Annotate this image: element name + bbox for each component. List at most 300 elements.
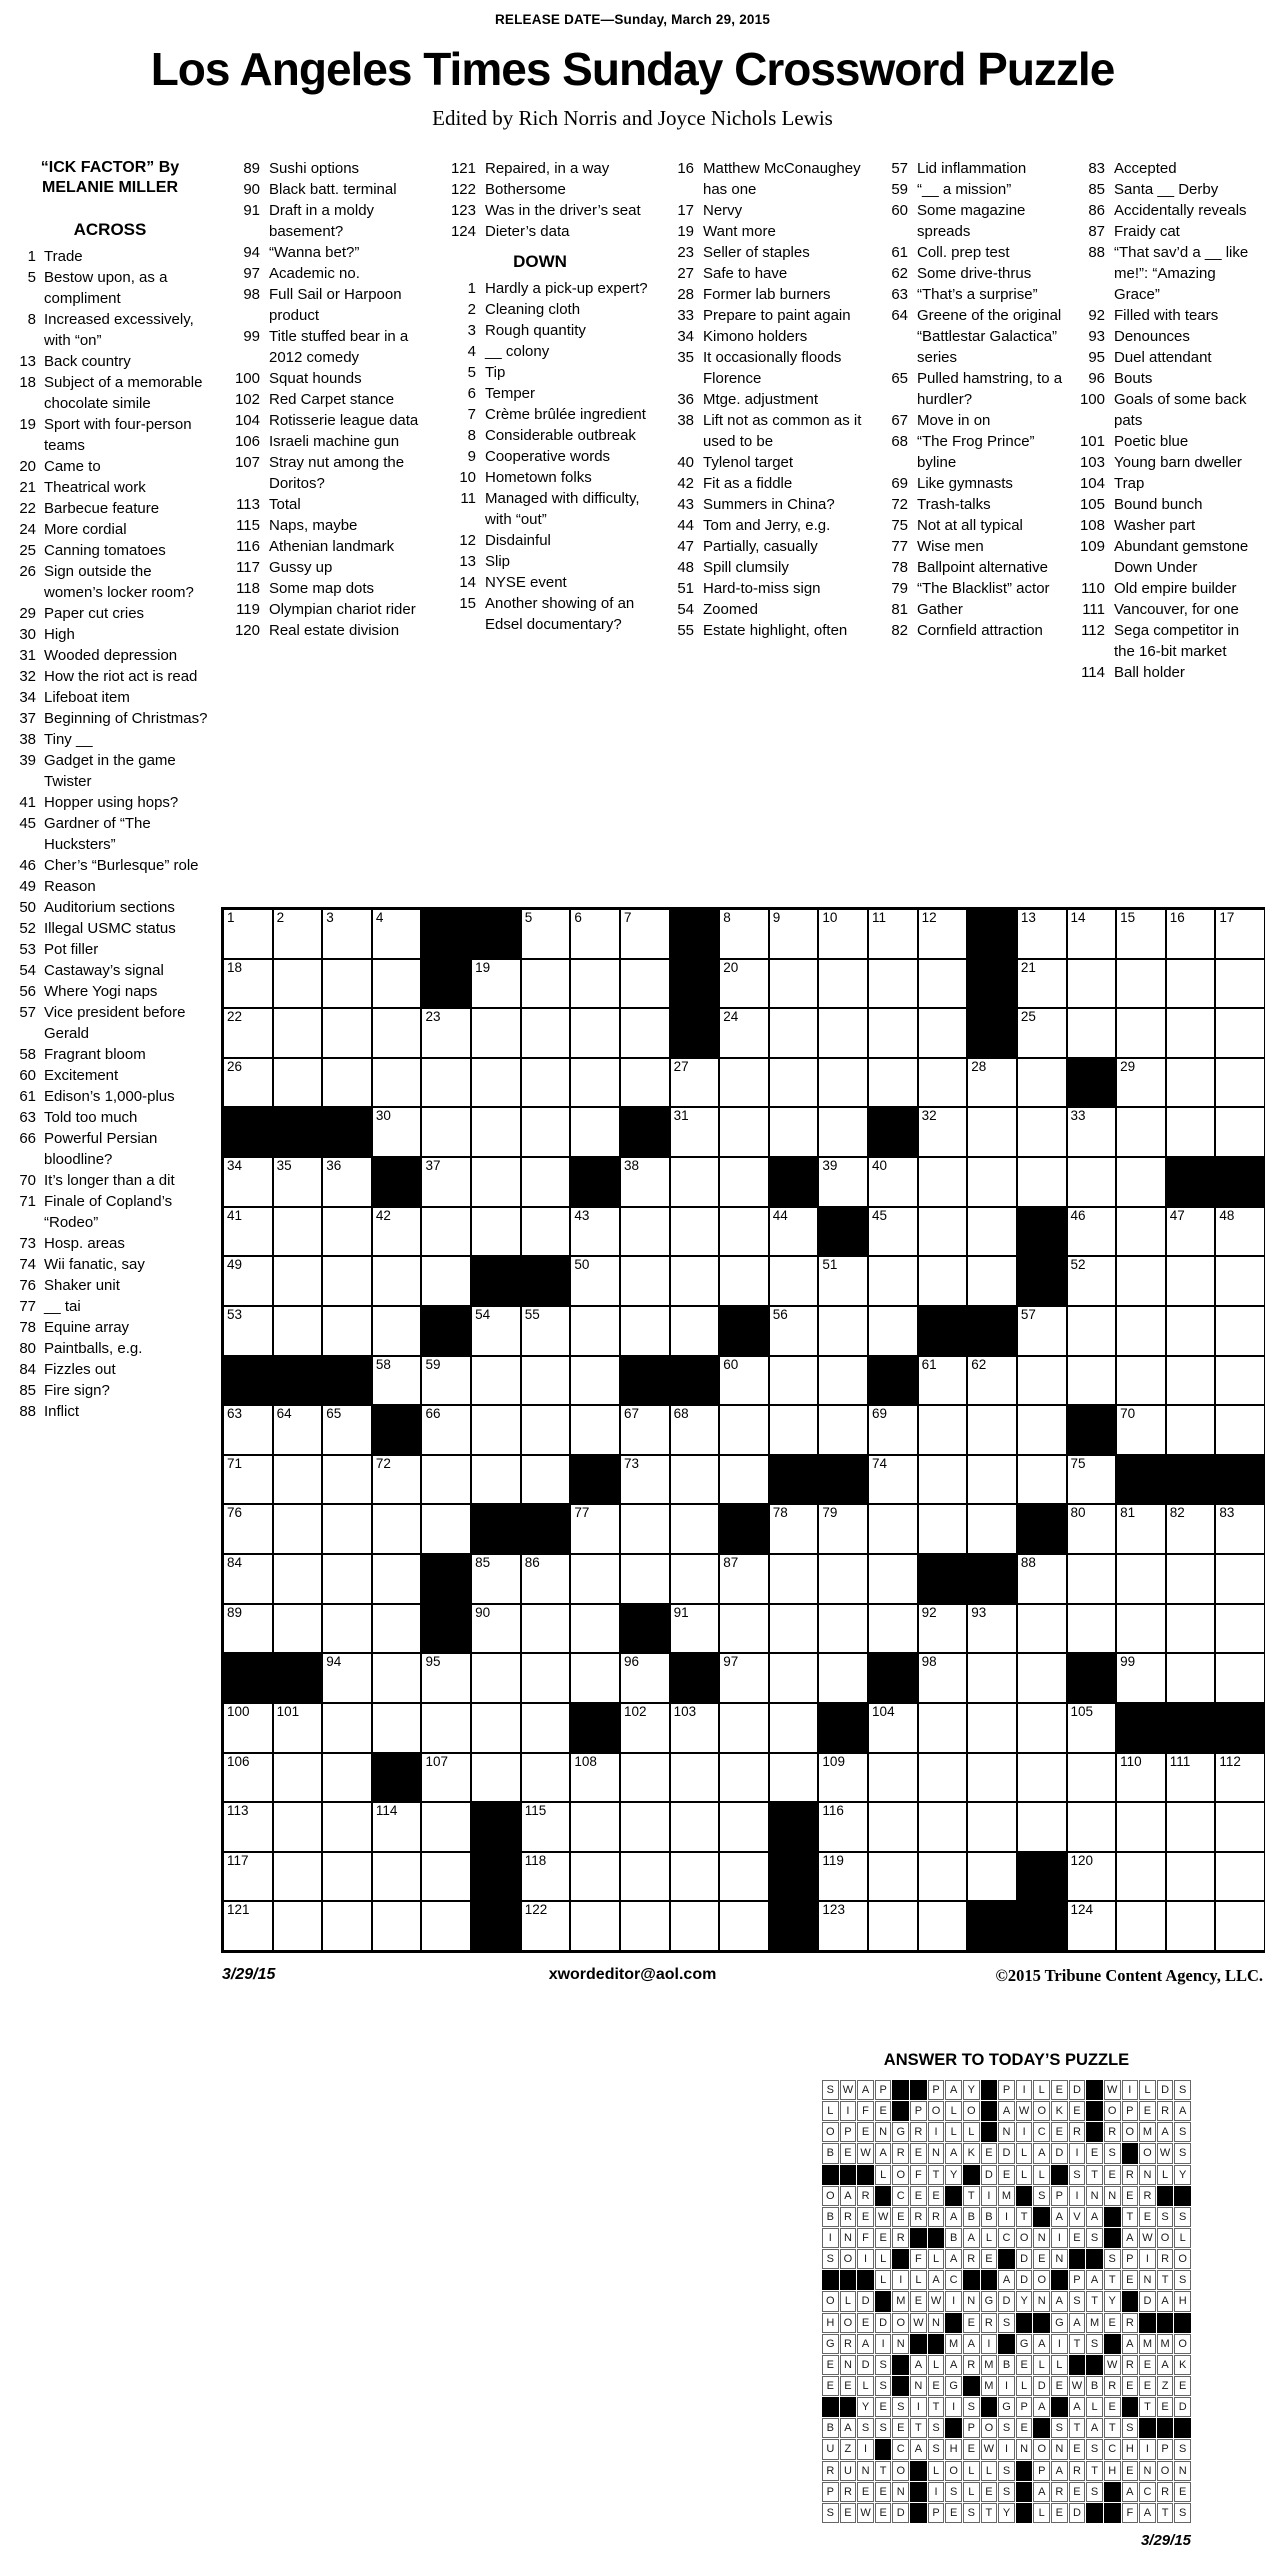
grid-cell[interactable]	[273, 1753, 323, 1803]
grid-cell[interactable]	[868, 1405, 918, 1455]
grid-cell[interactable]	[1166, 1802, 1216, 1852]
grid-cell[interactable]	[223, 1604, 273, 1654]
grid-cell[interactable]	[620, 1455, 670, 1505]
grid-cell[interactable]	[620, 1157, 670, 1207]
grid-cell[interactable]	[918, 1405, 968, 1455]
grid-cell[interactable]	[273, 1256, 323, 1306]
grid-cell[interactable]	[719, 1455, 769, 1505]
grid-cell[interactable]	[1166, 1901, 1216, 1951]
grid-cell[interactable]	[521, 1703, 571, 1753]
grid-cell[interactable]	[322, 1653, 372, 1703]
grid-cell[interactable]	[818, 1306, 868, 1356]
grid-cell[interactable]	[967, 1356, 1017, 1406]
grid-cell[interactable]	[868, 1504, 918, 1554]
grid-cell[interactable]	[620, 1653, 670, 1703]
grid-cell[interactable]	[322, 1901, 372, 1951]
grid-cell[interactable]	[273, 1504, 323, 1554]
grid-cell[interactable]	[670, 1802, 720, 1852]
grid-cell[interactable]	[967, 1703, 1017, 1753]
grid-cell[interactable]	[918, 1504, 968, 1554]
grid-cell[interactable]	[1017, 1802, 1067, 1852]
grid-cell[interactable]	[421, 1653, 471, 1703]
grid-cell[interactable]	[1017, 959, 1067, 1009]
grid-cell[interactable]	[223, 959, 273, 1009]
grid-cell[interactable]	[1116, 1802, 1166, 1852]
grid-cell[interactable]	[1017, 1107, 1067, 1157]
grid-cell[interactable]	[868, 1256, 918, 1306]
grid-cell[interactable]	[273, 1455, 323, 1505]
grid-cell[interactable]	[769, 959, 819, 1009]
grid-cell[interactable]	[1116, 1157, 1166, 1207]
grid-cell[interactable]	[1017, 1703, 1067, 1753]
grid-cell[interactable]	[273, 1008, 323, 1058]
grid-cell[interactable]	[868, 1207, 918, 1257]
grid-cell[interactable]	[818, 909, 868, 959]
grid-cell[interactable]	[1215, 1107, 1265, 1157]
grid-cell[interactable]	[1215, 1504, 1265, 1554]
grid-cell[interactable]	[818, 1852, 868, 1902]
grid-cell[interactable]	[1017, 1157, 1067, 1207]
grid-cell[interactable]	[521, 1604, 571, 1654]
grid-cell[interactable]	[670, 1604, 720, 1654]
grid-cell[interactable]	[769, 1306, 819, 1356]
grid-cell[interactable]	[769, 1356, 819, 1406]
grid-cell[interactable]	[1166, 1207, 1216, 1257]
grid-cell[interactable]	[818, 1107, 868, 1157]
grid-cell[interactable]	[570, 1207, 620, 1257]
grid-cell[interactable]	[967, 1207, 1017, 1257]
grid-cell[interactable]	[273, 1058, 323, 1108]
grid-cell[interactable]	[1067, 1504, 1117, 1554]
grid-cell[interactable]	[1067, 1256, 1117, 1306]
grid-cell[interactable]	[670, 1554, 720, 1604]
grid-cell[interactable]	[1166, 1405, 1216, 1455]
grid-cell[interactable]	[421, 1356, 471, 1406]
grid-cell[interactable]	[322, 1852, 372, 1902]
grid-cell[interactable]	[719, 1256, 769, 1306]
grid-cell[interactable]	[1116, 1256, 1166, 1306]
grid-cell[interactable]	[1017, 1306, 1067, 1356]
grid-cell[interactable]	[471, 1405, 521, 1455]
grid-cell[interactable]	[223, 1802, 273, 1852]
grid-cell[interactable]	[719, 1157, 769, 1207]
grid-cell[interactable]	[521, 959, 571, 1009]
grid-cell[interactable]	[818, 1554, 868, 1604]
grid-cell[interactable]	[273, 1703, 323, 1753]
grid-cell[interactable]	[868, 959, 918, 1009]
grid-cell[interactable]	[719, 1405, 769, 1455]
grid-cell[interactable]	[521, 1554, 571, 1604]
grid-cell[interactable]	[670, 1753, 720, 1803]
grid-cell[interactable]	[421, 1455, 471, 1505]
grid-cell[interactable]	[868, 1554, 918, 1604]
grid-cell[interactable]	[769, 1554, 819, 1604]
grid-cell[interactable]	[322, 1703, 372, 1753]
grid-cell[interactable]	[223, 1207, 273, 1257]
grid-cell[interactable]	[521, 1753, 571, 1803]
grid-cell[interactable]	[1017, 1008, 1067, 1058]
grid-cell[interactable]	[471, 1703, 521, 1753]
grid-cell[interactable]	[1067, 1703, 1117, 1753]
grid-cell[interactable]	[223, 1405, 273, 1455]
grid-cell[interactable]	[1017, 1753, 1067, 1803]
grid-cell[interactable]	[1067, 1455, 1117, 1505]
grid-cell[interactable]	[1166, 1604, 1216, 1654]
grid-cell[interactable]	[471, 1653, 521, 1703]
grid-cell[interactable]	[471, 1753, 521, 1803]
grid-cell[interactable]	[223, 1753, 273, 1803]
grid-cell[interactable]	[521, 1157, 571, 1207]
grid-cell[interactable]	[967, 1653, 1017, 1703]
grid-cell[interactable]	[670, 1455, 720, 1505]
grid-cell[interactable]	[1116, 1306, 1166, 1356]
grid-cell[interactable]	[967, 1802, 1017, 1852]
grid-cell[interactable]	[918, 1058, 968, 1108]
grid-cell[interactable]	[967, 1852, 1017, 1902]
grid-cell[interactable]	[372, 1455, 422, 1505]
grid-cell[interactable]	[868, 1306, 918, 1356]
grid-cell[interactable]	[1116, 1356, 1166, 1406]
grid-cell[interactable]	[1166, 1852, 1216, 1902]
grid-cell[interactable]	[521, 1058, 571, 1108]
grid-cell[interactable]	[372, 1604, 422, 1654]
grid-cell[interactable]	[570, 1901, 620, 1951]
grid-cell[interactable]	[769, 1753, 819, 1803]
grid-cell[interactable]	[223, 1554, 273, 1604]
grid-cell[interactable]	[1017, 909, 1067, 959]
grid-cell[interactable]	[421, 1207, 471, 1257]
grid-cell[interactable]	[570, 1107, 620, 1157]
grid-cell[interactable]	[868, 1058, 918, 1108]
grid-cell[interactable]	[719, 1008, 769, 1058]
grid-cell[interactable]	[570, 1504, 620, 1554]
grid-cell[interactable]	[372, 1306, 422, 1356]
grid-cell[interactable]	[620, 1008, 670, 1058]
grid-cell[interactable]	[570, 1356, 620, 1406]
grid-cell[interactable]	[620, 1504, 670, 1554]
grid-cell[interactable]	[421, 1703, 471, 1753]
grid-cell[interactable]	[570, 1058, 620, 1108]
grid-cell[interactable]	[322, 1405, 372, 1455]
grid-cell[interactable]	[818, 1901, 868, 1951]
grid-cell[interactable]	[372, 1356, 422, 1406]
grid-cell[interactable]	[719, 1802, 769, 1852]
grid-cell[interactable]	[1067, 1554, 1117, 1604]
grid-cell[interactable]	[918, 1256, 968, 1306]
grid-cell[interactable]	[769, 1703, 819, 1753]
grid-cell[interactable]	[273, 1852, 323, 1902]
grid-cell[interactable]	[868, 1753, 918, 1803]
grid-cell[interactable]	[620, 1703, 670, 1753]
grid-cell[interactable]	[769, 909, 819, 959]
grid-cell[interactable]	[719, 1356, 769, 1406]
grid-cell[interactable]	[670, 1157, 720, 1207]
grid-cell[interactable]	[521, 1653, 571, 1703]
grid-cell[interactable]	[471, 1554, 521, 1604]
grid-cell[interactable]	[769, 1405, 819, 1455]
grid-cell[interactable]	[1116, 1852, 1166, 1902]
grid-cell[interactable]	[620, 1207, 670, 1257]
grid-cell[interactable]	[1067, 1207, 1117, 1257]
grid-cell[interactable]	[471, 1058, 521, 1108]
grid-cell[interactable]	[322, 1504, 372, 1554]
grid-cell[interactable]	[967, 1058, 1017, 1108]
grid-cell[interactable]	[620, 1058, 670, 1108]
grid-cell[interactable]	[719, 1703, 769, 1753]
grid-cell[interactable]	[372, 1207, 422, 1257]
grid-cell[interactable]	[1116, 1207, 1166, 1257]
grid-cell[interactable]	[223, 1703, 273, 1753]
grid-cell[interactable]	[223, 1256, 273, 1306]
grid-cell[interactable]	[1116, 1058, 1166, 1108]
grid-cell[interactable]	[1215, 1256, 1265, 1306]
grid-cell[interactable]	[521, 1207, 571, 1257]
grid-cell[interactable]	[273, 1157, 323, 1207]
grid-cell[interactable]	[273, 1901, 323, 1951]
grid-cell[interactable]	[719, 1852, 769, 1902]
grid-cell[interactable]	[918, 959, 968, 1009]
grid-cell[interactable]	[719, 959, 769, 1009]
grid-cell[interactable]	[1116, 1653, 1166, 1703]
grid-cell[interactable]	[1116, 1901, 1166, 1951]
grid-cell[interactable]	[1116, 1405, 1166, 1455]
grid-cell[interactable]	[868, 1604, 918, 1654]
grid-cell[interactable]	[421, 1504, 471, 1554]
grid-cell[interactable]	[818, 1405, 868, 1455]
grid-cell[interactable]	[967, 1504, 1017, 1554]
grid-cell[interactable]	[670, 1058, 720, 1108]
grid-cell[interactable]	[1215, 1852, 1265, 1902]
grid-cell[interactable]	[471, 1207, 521, 1257]
grid-cell[interactable]	[521, 1405, 571, 1455]
grid-cell[interactable]	[1116, 1107, 1166, 1157]
grid-cell[interactable]	[1067, 1008, 1117, 1058]
grid-cell[interactable]	[918, 1852, 968, 1902]
grid-cell[interactable]	[1215, 1207, 1265, 1257]
grid-cell[interactable]	[719, 1058, 769, 1108]
grid-cell[interactable]	[818, 1653, 868, 1703]
grid-cell[interactable]	[372, 1653, 422, 1703]
grid-cell[interactable]	[421, 1852, 471, 1902]
grid-cell[interactable]	[570, 1554, 620, 1604]
grid-cell[interactable]	[223, 1157, 273, 1207]
grid-cell[interactable]	[273, 1554, 323, 1604]
grid-cell[interactable]	[421, 1753, 471, 1803]
grid-cell[interactable]	[570, 1306, 620, 1356]
grid-cell[interactable]	[918, 1802, 968, 1852]
grid-cell[interactable]	[322, 1604, 372, 1654]
grid-cell[interactable]	[1067, 1802, 1117, 1852]
grid-cell[interactable]	[421, 1058, 471, 1108]
grid-cell[interactable]	[223, 1306, 273, 1356]
grid-cell[interactable]	[1067, 959, 1117, 1009]
grid-cell[interactable]	[223, 1058, 273, 1108]
grid-cell[interactable]	[719, 1554, 769, 1604]
grid-cell[interactable]	[1067, 1306, 1117, 1356]
grid-cell[interactable]	[670, 1901, 720, 1951]
grid-cell[interactable]	[1215, 1306, 1265, 1356]
grid-cell[interactable]	[471, 1306, 521, 1356]
grid-cell[interactable]	[769, 1008, 819, 1058]
grid-cell[interactable]	[521, 1008, 571, 1058]
grid-cell[interactable]	[918, 1653, 968, 1703]
grid-cell[interactable]	[421, 1256, 471, 1306]
grid-cell[interactable]	[818, 1356, 868, 1406]
grid-cell[interactable]	[868, 1703, 918, 1753]
grid-cell[interactable]	[670, 1504, 720, 1554]
grid-cell[interactable]	[670, 1703, 720, 1753]
grid-cell[interactable]	[471, 1008, 521, 1058]
grid-cell[interactable]	[719, 909, 769, 959]
grid-cell[interactable]	[570, 1753, 620, 1803]
grid-cell[interactable]	[868, 1802, 918, 1852]
grid-cell[interactable]	[1116, 1554, 1166, 1604]
grid-cell[interactable]	[471, 959, 521, 1009]
grid-cell[interactable]	[719, 1107, 769, 1157]
grid-cell[interactable]	[372, 1703, 422, 1753]
grid-cell[interactable]	[1067, 1604, 1117, 1654]
grid-cell[interactable]	[521, 1356, 571, 1406]
grid-cell[interactable]	[421, 1157, 471, 1207]
grid-cell[interactable]	[1166, 1256, 1216, 1306]
grid-cell[interactable]	[1215, 909, 1265, 959]
grid-cell[interactable]	[521, 1306, 571, 1356]
grid-cell[interactable]	[372, 1852, 422, 1902]
grid-cell[interactable]	[818, 1504, 868, 1554]
grid-cell[interactable]	[918, 1901, 968, 1951]
grid-cell[interactable]	[1215, 1356, 1265, 1406]
grid-cell[interactable]	[1116, 1008, 1166, 1058]
grid-cell[interactable]	[670, 1107, 720, 1157]
grid-cell[interactable]	[471, 1107, 521, 1157]
grid-cell[interactable]	[967, 1604, 1017, 1654]
grid-cell[interactable]	[570, 1653, 620, 1703]
grid-cell[interactable]	[570, 1405, 620, 1455]
grid-cell[interactable]	[918, 1604, 968, 1654]
grid-cell[interactable]	[322, 1058, 372, 1108]
grid-cell[interactable]	[372, 1256, 422, 1306]
grid-cell[interactable]	[967, 1256, 1017, 1306]
grid-cell[interactable]	[918, 1356, 968, 1406]
grid-cell[interactable]	[223, 1008, 273, 1058]
grid-cell[interactable]	[1166, 1753, 1216, 1803]
grid-cell[interactable]	[918, 1008, 968, 1058]
grid-cell[interactable]	[1017, 1653, 1067, 1703]
grid-cell[interactable]	[620, 909, 670, 959]
grid-cell[interactable]	[372, 1504, 422, 1554]
grid-cell[interactable]	[1067, 1901, 1117, 1951]
grid-cell[interactable]	[1166, 1058, 1216, 1108]
grid-cell[interactable]	[421, 1405, 471, 1455]
grid-cell[interactable]	[1215, 1058, 1265, 1108]
grid-cell[interactable]	[372, 959, 422, 1009]
grid-cell[interactable]	[372, 1107, 422, 1157]
grid-cell[interactable]	[620, 1306, 670, 1356]
grid-cell[interactable]	[769, 1207, 819, 1257]
grid-cell[interactable]	[818, 1058, 868, 1108]
grid-cell[interactable]	[372, 1058, 422, 1108]
grid-cell[interactable]	[769, 1653, 819, 1703]
grid-cell[interactable]	[521, 1107, 571, 1157]
grid-cell[interactable]	[1166, 1306, 1216, 1356]
grid-cell[interactable]	[273, 1306, 323, 1356]
grid-cell[interactable]	[967, 1405, 1017, 1455]
grid-cell[interactable]	[967, 1455, 1017, 1505]
grid-cell[interactable]	[918, 909, 968, 959]
grid-cell[interactable]	[1215, 1405, 1265, 1455]
grid-cell[interactable]	[1067, 1356, 1117, 1406]
grid-cell[interactable]	[868, 1008, 918, 1058]
grid-cell[interactable]	[521, 1901, 571, 1951]
grid-cell[interactable]	[570, 1008, 620, 1058]
grid-cell[interactable]	[1215, 1753, 1265, 1803]
grid-cell[interactable]	[918, 1753, 968, 1803]
grid-cell[interactable]	[967, 1107, 1017, 1157]
grid-cell[interactable]	[1166, 1008, 1216, 1058]
grid-cell[interactable]	[620, 1802, 670, 1852]
grid-cell[interactable]	[868, 1852, 918, 1902]
grid-cell[interactable]	[1166, 1653, 1216, 1703]
grid-cell[interactable]	[223, 909, 273, 959]
grid-cell[interactable]	[273, 959, 323, 1009]
grid-cell[interactable]	[670, 1405, 720, 1455]
grid-cell[interactable]	[1166, 1107, 1216, 1157]
grid-cell[interactable]	[521, 1852, 571, 1902]
grid-cell[interactable]	[471, 1604, 521, 1654]
grid-cell[interactable]	[1215, 1604, 1265, 1654]
grid-cell[interactable]	[620, 1852, 670, 1902]
grid-cell[interactable]	[1166, 1554, 1216, 1604]
grid-cell[interactable]	[521, 1455, 571, 1505]
grid-cell[interactable]	[719, 1753, 769, 1803]
grid-cell[interactable]	[471, 1356, 521, 1406]
grid-cell[interactable]	[1215, 959, 1265, 1009]
grid-cell[interactable]	[719, 1901, 769, 1951]
grid-cell[interactable]	[223, 1901, 273, 1951]
grid-cell[interactable]	[918, 1455, 968, 1505]
grid-cell[interactable]	[570, 1802, 620, 1852]
grid-cell[interactable]	[372, 1008, 422, 1058]
grid-cell[interactable]	[818, 1753, 868, 1803]
grid-cell[interactable]	[1116, 909, 1166, 959]
grid-cell[interactable]	[1166, 1504, 1216, 1554]
grid-cell[interactable]	[967, 1157, 1017, 1207]
grid-cell[interactable]	[372, 1802, 422, 1852]
grid-cell[interactable]	[521, 909, 571, 959]
grid-cell[interactable]	[322, 1157, 372, 1207]
grid-cell[interactable]	[322, 1554, 372, 1604]
grid-cell[interactable]	[818, 1802, 868, 1852]
grid-cell[interactable]	[868, 1901, 918, 1951]
grid-cell[interactable]	[670, 1306, 720, 1356]
grid-cell[interactable]	[322, 1207, 372, 1257]
grid-cell[interactable]	[1215, 1008, 1265, 1058]
grid-cell[interactable]	[273, 909, 323, 959]
grid-cell[interactable]	[769, 1504, 819, 1554]
grid-cell[interactable]	[769, 1058, 819, 1108]
grid-cell[interactable]	[1116, 1753, 1166, 1803]
grid-cell[interactable]	[322, 959, 372, 1009]
grid-cell[interactable]	[322, 1753, 372, 1803]
grid-cell[interactable]	[322, 1306, 372, 1356]
grid-cell[interactable]	[620, 1901, 670, 1951]
grid-cell[interactable]	[223, 1455, 273, 1505]
grid-cell[interactable]	[868, 1157, 918, 1207]
grid-cell[interactable]	[769, 1256, 819, 1306]
grid-cell[interactable]	[421, 1901, 471, 1951]
grid-cell[interactable]	[620, 1405, 670, 1455]
grid-cell[interactable]	[1067, 1753, 1117, 1803]
